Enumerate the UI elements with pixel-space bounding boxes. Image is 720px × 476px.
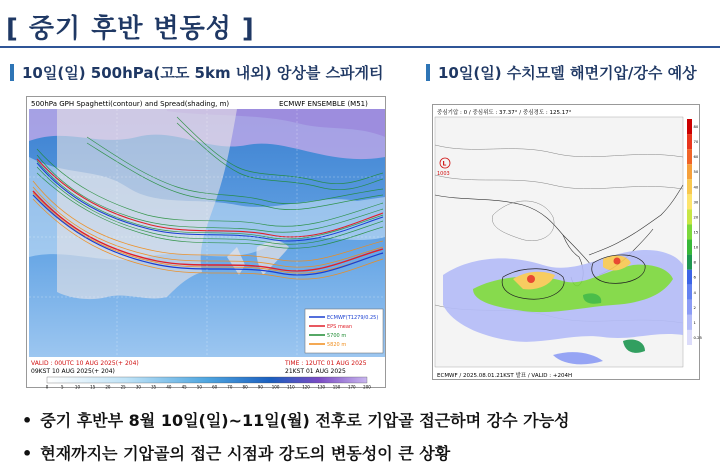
colorbar-tick-label: 30 (693, 199, 699, 205)
spaghetti-map-svg (27, 97, 387, 389)
colorbar-tick-label: 0 (45, 384, 49, 390)
title-divider (0, 46, 720, 48)
colorbar-tick-label: 8 (693, 259, 696, 265)
colorbar-tick-label: 5 (60, 384, 64, 390)
colorbar-tick-label: 80 (242, 384, 248, 390)
colorbar-swatch (687, 315, 692, 330)
legend-eps-mean: EPS mean (327, 324, 353, 330)
colorbar-tick-label: 10 (693, 244, 699, 250)
colorbar-tick-label: 50 (196, 384, 202, 390)
colorbar-swatch (687, 209, 692, 224)
precip-colorbar (687, 119, 692, 345)
colorbar-tick-label: 70 (227, 384, 233, 390)
colorbar-tick-label: 20 (693, 214, 699, 220)
colorbar-tick-label: 70 (693, 139, 699, 145)
colorbar-swatch (687, 134, 692, 149)
precip-colorbar-ticks (694, 124, 703, 340)
colorbar-tick-label: 6 (693, 274, 696, 280)
colorbar-tick-label: 170 (347, 384, 356, 390)
colorbar-tick-label: 120 (302, 384, 310, 390)
colorbar-tick-label: 200 (363, 384, 371, 390)
map-header-left: 500hPa GPH Spaghetti(contour) and Spread(shading, m) (31, 100, 230, 108)
legend-control: ECMWF(T1279/0.25) (327, 315, 379, 321)
footer-time-kst: 21KST 01 AUG 2025 (285, 368, 346, 375)
right-subtitle (426, 62, 697, 83)
legend-5820: 5820 m (327, 342, 347, 348)
right-subtitle-text: 10일(일) 수치모델 해면기압/강수 예상 (438, 64, 697, 82)
colorbar-tick-label: 25 (120, 384, 126, 390)
colorbar-tick-label: 130 (317, 384, 326, 390)
colorbar-tick-label: 40 (166, 384, 172, 390)
colorbar-swatch (687, 164, 692, 179)
colorbar-tick-label: 40 (693, 184, 699, 190)
spread-colorbar (47, 377, 367, 383)
colorbar-tick-label: 15 (90, 384, 96, 390)
subtitle-bar-icon (10, 64, 14, 81)
colorbar-swatch (687, 224, 692, 239)
colorbar-swatch (687, 179, 692, 194)
colorbar-tick-label: 0.25 (693, 334, 702, 340)
colorbar-tick-label: 60 (212, 384, 218, 390)
colorbar-tick-label: 45 (181, 384, 187, 390)
colorbar-tick-label: 15 (693, 229, 699, 235)
colorbar-swatch (687, 255, 692, 270)
colorbar-swatch (687, 119, 692, 134)
left-subtitle-text: 10일(일) 500hPa(고도 5km 내외) 앙상블 스파게티 (22, 64, 384, 82)
footer-time-utc: TIME : 12UTC 01 AUG 2025 (285, 360, 367, 367)
spaghetti-map (26, 96, 386, 388)
colorbar-tick-label: 80 (693, 124, 699, 130)
colorbar-tick-label: 60 (693, 154, 699, 160)
low-value: 1003 (437, 171, 450, 177)
bullet-item: • 현재까지는 기압골의 접근 시점과 강도의 변동성이 큰 상황 (22, 441, 570, 464)
colorbar-swatch (687, 330, 692, 345)
colorbar-swatch (687, 300, 692, 315)
colorbar-tick-label: 10 (74, 384, 81, 390)
page-title: [ 중기 후반 변동성 ] (6, 14, 255, 44)
colorbar-tick-label: 20 (105, 384, 111, 390)
colorbar-swatch (687, 270, 692, 285)
precip-map-footer: ECMWF / 2025.08.01.21KST 발표 / VALID : +204H (437, 373, 573, 379)
colorbar-tick-label: 35 (151, 384, 157, 390)
footer-valid-utc: VALID : 00UTC 10 AUG 2025(+ 204) (31, 360, 139, 367)
colorbar-tick-label: 1 (693, 319, 696, 325)
spread-colorbar-ticks (46, 385, 372, 390)
bullet-list (22, 408, 570, 474)
colorbar-tick-label: 50 (693, 169, 699, 175)
colorbar-swatch (687, 240, 692, 255)
colorbar-tick-label: 30 (135, 384, 141, 390)
low-label: L (442, 160, 447, 168)
colorbar-tick-label: 100 (271, 384, 280, 390)
colorbar-tick-label: 150 (332, 384, 341, 390)
precip-map-svg (433, 105, 701, 381)
precip-map-header: 중심기압 : 0 / 중심위도 : 37.37° / 중심경도 : 125.17° (437, 110, 572, 116)
footer-valid-kst: 09KST 10 AUG 2025(+ 204) (31, 368, 115, 375)
colorbar-tick-label: 90 (257, 384, 263, 390)
colorbar-swatch (687, 149, 692, 164)
bullet-item: • 중기 후반부 8월 10일(일)~11일(월) 전후로 기압골 접근하며 강수 가능성 (22, 408, 570, 431)
colorbar-tick-label: 4 (693, 289, 696, 295)
legend-5700: 5700 m (327, 333, 347, 339)
colorbar-tick-label: 2 (693, 304, 696, 310)
precip-map (432, 104, 700, 380)
subtitle-bar-icon (426, 64, 430, 81)
left-subtitle (10, 62, 384, 83)
colorbar-tick-label: 110 (286, 384, 295, 390)
map-header-right: ECMWF ENSEMBLE (M51) (279, 100, 368, 108)
colorbar-swatch (687, 285, 692, 300)
colorbar-swatch (687, 194, 692, 209)
